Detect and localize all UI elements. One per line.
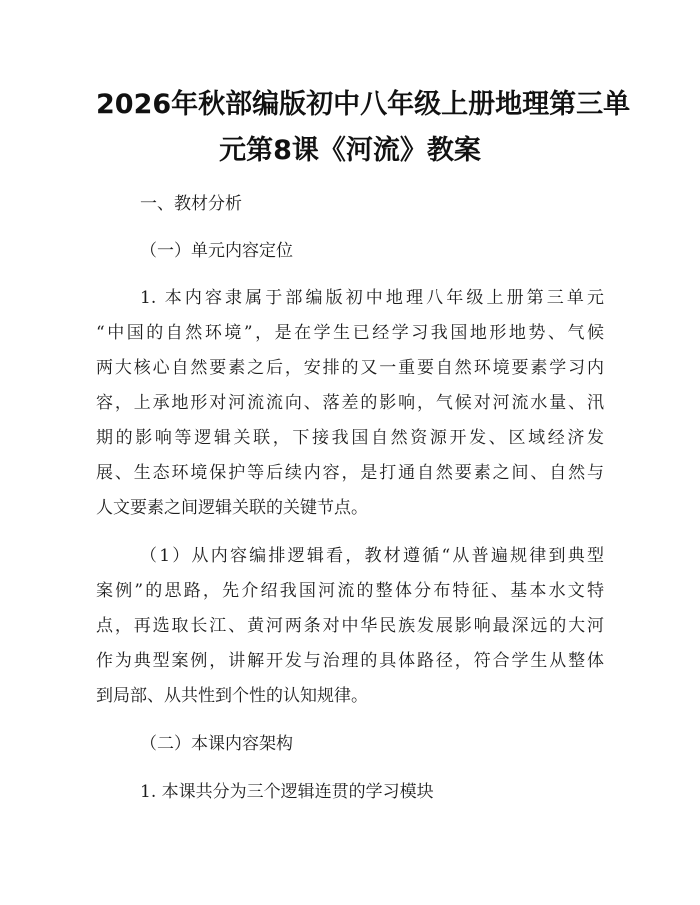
paragraph-line: 容，上承地形对河流流向、落差的影响，气候对河流水量、汛	[96, 393, 604, 413]
paragraph-line: “中国的自然环境”，是在学生已经学习我国地形地势、气候	[96, 323, 604, 343]
paragraph-line: 作为典型案例，讲解开发与治理的具体路径，符合学生从整体	[96, 651, 604, 671]
paragraph-line: 人文要素之间逻辑关联的关键节点。	[96, 498, 368, 518]
paragraph-line: 案例”的思路，先介绍我国河流的整体分布特征、基本水文特	[96, 581, 604, 601]
paragraph-line: 展、生态环境保护等后续内容，是打通自然要素之间、自然与	[96, 463, 604, 483]
document-title-line-1: 2026年秋部编版初中八年级上册地理第三单	[96, 89, 631, 120]
document-title-line-2: 元第8课《河流》教案	[219, 135, 481, 166]
subsection-heading: （一）单元内容定位	[140, 241, 293, 261]
paragraph-line: 1. 本内容隶属于部编版初中地理八年级上册第三单元	[140, 288, 604, 308]
paragraph-line: 点，再选取长江、黄河两条对中华民族发展影响最深远的大河	[96, 616, 604, 636]
subsection-heading: （二）本课内容架构	[140, 734, 293, 754]
section-heading: 一、教材分析	[140, 194, 242, 214]
paragraph-line: 两大核心自然要素之后，安排的又一重要自然环境要素学习内	[96, 358, 604, 378]
paragraph-line: （1）从内容编排逻辑看，教材遵循“从普遍规律到典型	[140, 546, 604, 566]
paragraph-line: 1. 本课共分为三个逻辑连贯的学习模块	[140, 782, 434, 802]
paragraph-line: 期的影响等逻辑关联，下接我国自然资源开发、区域经济发	[96, 428, 604, 448]
paragraph-line: 到局部、从共性到个性的认知规律。	[96, 686, 368, 706]
